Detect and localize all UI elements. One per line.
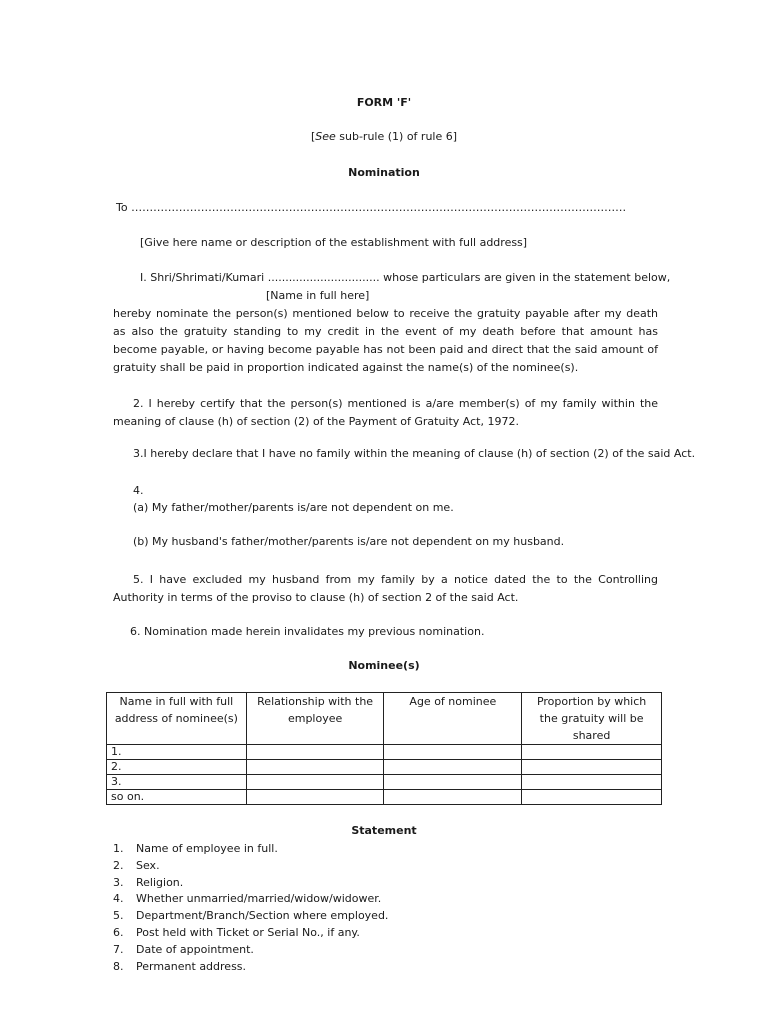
table-cell xyxy=(522,745,662,760)
table-cell xyxy=(384,790,522,805)
paragraph-4a: (a) My father/mother/parents is/are not dependent on me. xyxy=(133,501,454,514)
declarant-line: I. Shri/Shrimati/Kumari ................................ whose particulars are given in the statement below, xyxy=(140,271,671,284)
header-name-address: Name in full with full address of nominee(s) xyxy=(107,693,247,745)
nominees-table xyxy=(106,692,662,805)
paragraph-3: 3.I hereby declare that I have no family within the meaning of clause (h) of section (2) of the said Act. xyxy=(133,447,696,460)
item-text: Sex. xyxy=(136,858,160,872)
paragraph-6: 6. Nomination made herein invalidates my previous nomination. xyxy=(130,625,485,638)
item-text: Religion. xyxy=(136,875,184,889)
list-item xyxy=(113,908,388,925)
row-number: 1. xyxy=(107,745,247,760)
table-cell xyxy=(522,760,662,775)
list-item xyxy=(113,875,388,892)
subrule-rest: sub-rule (1) of rule 6] xyxy=(335,130,458,143)
table-cell xyxy=(246,745,384,760)
item-text: Date of appointment. xyxy=(136,942,254,956)
header-relationship: Relationship with the employee xyxy=(246,693,384,745)
nomination-heading: Nomination xyxy=(348,166,420,179)
item-number: 6. xyxy=(113,925,124,939)
table-cell xyxy=(246,775,384,790)
table-cell xyxy=(384,745,522,760)
item-number: 5. xyxy=(113,909,124,923)
item-text: Whether unmarried/married/widow/widower. xyxy=(136,892,382,906)
item-number: 2. xyxy=(113,858,124,872)
to-line: To ……………………………………………………………………………………………………………………… xyxy=(116,201,627,214)
table-row xyxy=(107,760,662,775)
name-hint: [Name in full here] xyxy=(266,289,370,302)
subrule-reference xyxy=(0,130,768,143)
table-cell xyxy=(246,790,384,805)
table-cell xyxy=(522,790,662,805)
table-cell xyxy=(522,775,662,790)
table-cell xyxy=(384,775,522,790)
item-number: 4. xyxy=(113,892,124,906)
item-number: 1. xyxy=(113,842,124,855)
subrule-see: See xyxy=(315,130,336,143)
table-row xyxy=(107,745,662,760)
list-item xyxy=(113,925,388,942)
paragraph-1: hereby nominate the person(s) mentioned below to receive the gratuity payable after my death as also the gratuity standing to my credit in the event of my death before that amount has become payable, or having become payable has not been paid and direct that the said amount of gratuity shall be paid in proportion indicated against the name(s) of the nominee(s). xyxy=(113,307,658,374)
paragraph-4b: (b) My husband's father/mother/parents is/are not dependent on my husband. xyxy=(133,535,565,548)
item-text: Name of employee in full. xyxy=(136,842,278,855)
item-text: Department/Branch/Section where employed. xyxy=(136,909,389,923)
table-cell xyxy=(384,760,522,775)
row-number: 3. xyxy=(107,775,247,790)
statement-list xyxy=(113,841,388,975)
item-text: Permanent address. xyxy=(136,959,247,973)
item-text: Post held with Ticket or Serial No., if any. xyxy=(136,925,360,939)
list-item xyxy=(113,858,388,875)
header-proportion: Proportion by which the gratuity will be shared xyxy=(522,693,662,745)
item-number: 7. xyxy=(113,942,124,956)
list-item xyxy=(113,959,388,976)
item-number: 3. xyxy=(113,875,124,889)
header-age: Age of nominee xyxy=(384,693,522,745)
table-header-row xyxy=(107,693,662,745)
form-title: FORM 'F' xyxy=(356,96,412,109)
table-cell xyxy=(246,760,384,775)
paragraph-5: 5. I have excluded my husband from my family by a notice dated the to the Controlling Authority in terms of the proviso to clause (h) of section 2 of the said Act. xyxy=(113,573,658,604)
list-item xyxy=(113,891,388,908)
list-item xyxy=(113,841,388,858)
paragraph-4-number: 4. xyxy=(133,484,144,497)
item-number: 8. xyxy=(113,959,124,973)
establishment-hint: [Give here name or description of the establishment with full address] xyxy=(140,236,528,249)
row-number: so on. xyxy=(107,790,247,805)
table-row xyxy=(107,775,662,790)
paragraph-2: 2. I hereby certify that the person(s) mentioned is a/are member(s) of my family within the meaning of clause (h) of section (2) of the Payment of Gratuity Act, 1972. xyxy=(113,397,658,428)
nominees-heading: Nominee(s) xyxy=(348,659,420,672)
statement-heading: Statement xyxy=(351,824,417,837)
list-item xyxy=(113,942,388,959)
table-row xyxy=(107,790,662,805)
subrule-prefix: [ xyxy=(310,130,316,143)
row-number: 2. xyxy=(107,760,247,775)
